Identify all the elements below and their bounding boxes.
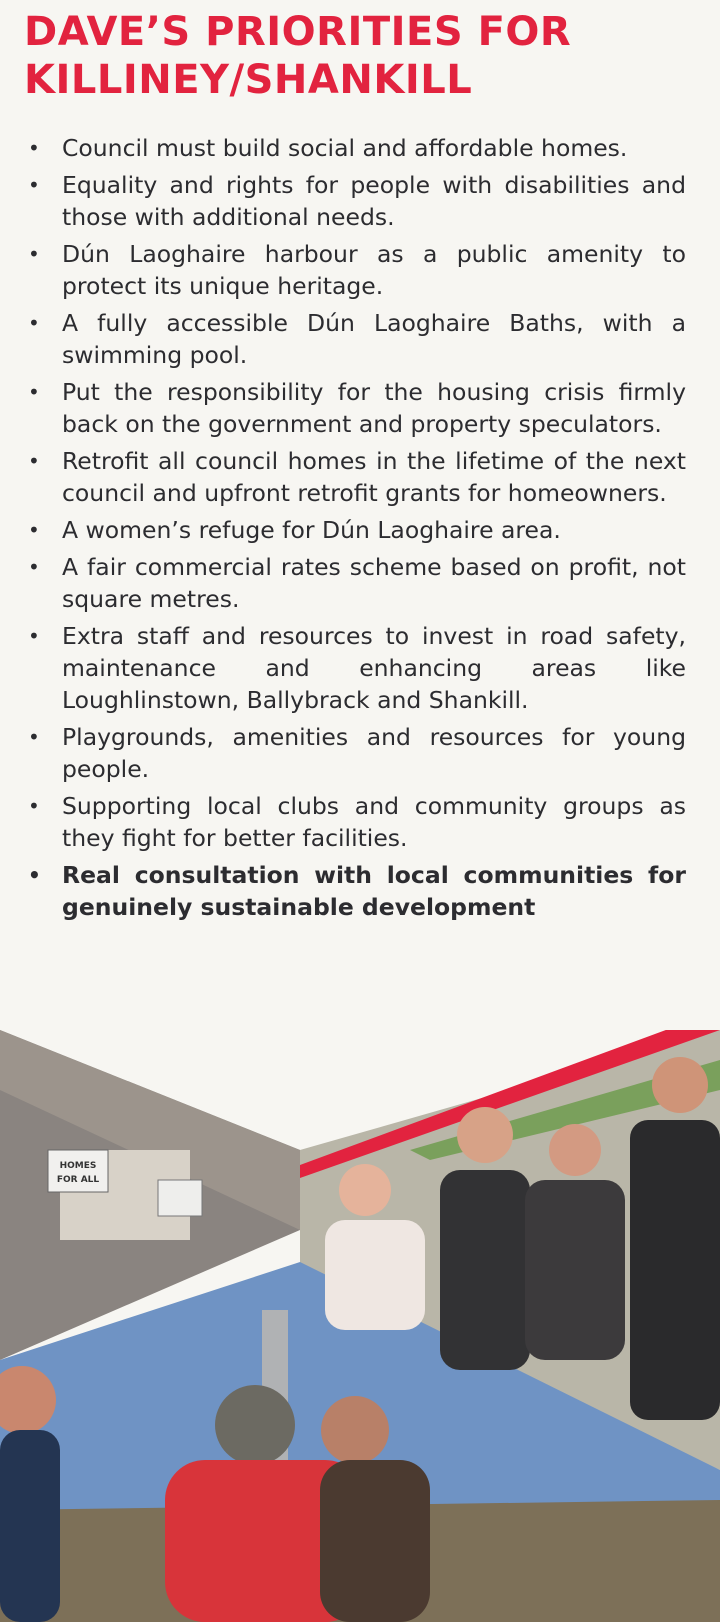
list-item — [26, 169, 686, 233]
list-item — [26, 445, 686, 509]
priority-text: Put the responsibility for the housing crisis firmly back on the government and property speculators. — [62, 378, 686, 438]
list-item — [26, 551, 686, 615]
bullet-icon: • — [28, 794, 40, 818]
priority-text: A fully accessible Dún Laoghaire Baths, with a swimming pool. — [62, 309, 686, 369]
bullet-icon: • — [28, 380, 40, 404]
person-head — [215, 1385, 295, 1465]
priority-text: A fair commercial rates scheme based on profit, not square metres. — [62, 553, 686, 613]
list-item — [26, 721, 686, 785]
person-head — [457, 1107, 513, 1163]
priority-text: Council must build social and affordable homes. — [62, 134, 628, 162]
list-item — [26, 132, 686, 164]
homes-for-all-sign — [158, 1180, 202, 1216]
bullet-icon: • — [28, 311, 40, 335]
bullet-icon: • — [28, 555, 40, 579]
title-line-1: DAVE’S PRIORITIES FOR — [24, 9, 572, 55]
person-head — [652, 1057, 708, 1113]
bullet-icon: • — [28, 449, 40, 473]
priority-text: Playgrounds, amenities and resources for young people. — [62, 723, 686, 783]
person-body — [0, 1430, 60, 1622]
person-head — [549, 1124, 601, 1176]
list-item — [26, 376, 686, 440]
priority-text: Dún Laoghaire harbour as a public amenity to protect its unique heritage. — [62, 240, 686, 300]
list-item — [26, 238, 686, 302]
bullet-icon: • — [28, 136, 40, 160]
title-line-2: KILLINEY/SHANKILL — [24, 57, 473, 103]
collage-svg — [0, 1030, 720, 1622]
bullet-icon: • — [28, 725, 40, 749]
priority-text: Extra staff and resources to invest in road safety, maintenance and enhancing areas like Loughlinstown, Ballybrack and Shankill. — [62, 622, 686, 714]
list-item — [26, 620, 686, 716]
page-title — [24, 8, 704, 104]
bullet-icon: • — [28, 173, 40, 197]
person-head — [321, 1396, 389, 1464]
priority-text: Real consultation with local communities for genuinely sustainable development — [62, 861, 686, 921]
bullet-icon: • — [28, 624, 40, 648]
person-head — [339, 1164, 391, 1216]
list-item — [26, 514, 686, 546]
bullet-icon: • — [28, 518, 40, 542]
campaign-photo-collage — [0, 1030, 720, 1622]
person-body — [320, 1460, 430, 1622]
sign-text-line-1: HOMES — [59, 1161, 97, 1171]
person-body — [630, 1120, 720, 1420]
list-item — [26, 307, 686, 371]
person-body — [325, 1220, 425, 1330]
priority-text: Retrofit all council homes in the lifetime of the next council and upfront retrofit grants for homeowners. — [62, 447, 686, 507]
list-item — [26, 790, 686, 854]
homes-for-all-sign — [48, 1150, 108, 1192]
person-body — [525, 1180, 625, 1360]
priority-text: A women’s refuge for Dún Laoghaire area. — [62, 516, 561, 544]
priorities-list — [26, 132, 686, 928]
bullet-icon: • — [28, 242, 40, 266]
bullet-icon: • — [28, 863, 41, 887]
priority-text: Equality and rights for people with disabilities and those with additional needs. — [62, 171, 686, 231]
sign-text-line-2: FOR ALL — [56, 1175, 100, 1185]
priority-text: Supporting local clubs and community groups as they fight for better facilities. — [62, 792, 686, 852]
person-body — [440, 1170, 530, 1370]
list-item-highlight — [26, 859, 686, 923]
